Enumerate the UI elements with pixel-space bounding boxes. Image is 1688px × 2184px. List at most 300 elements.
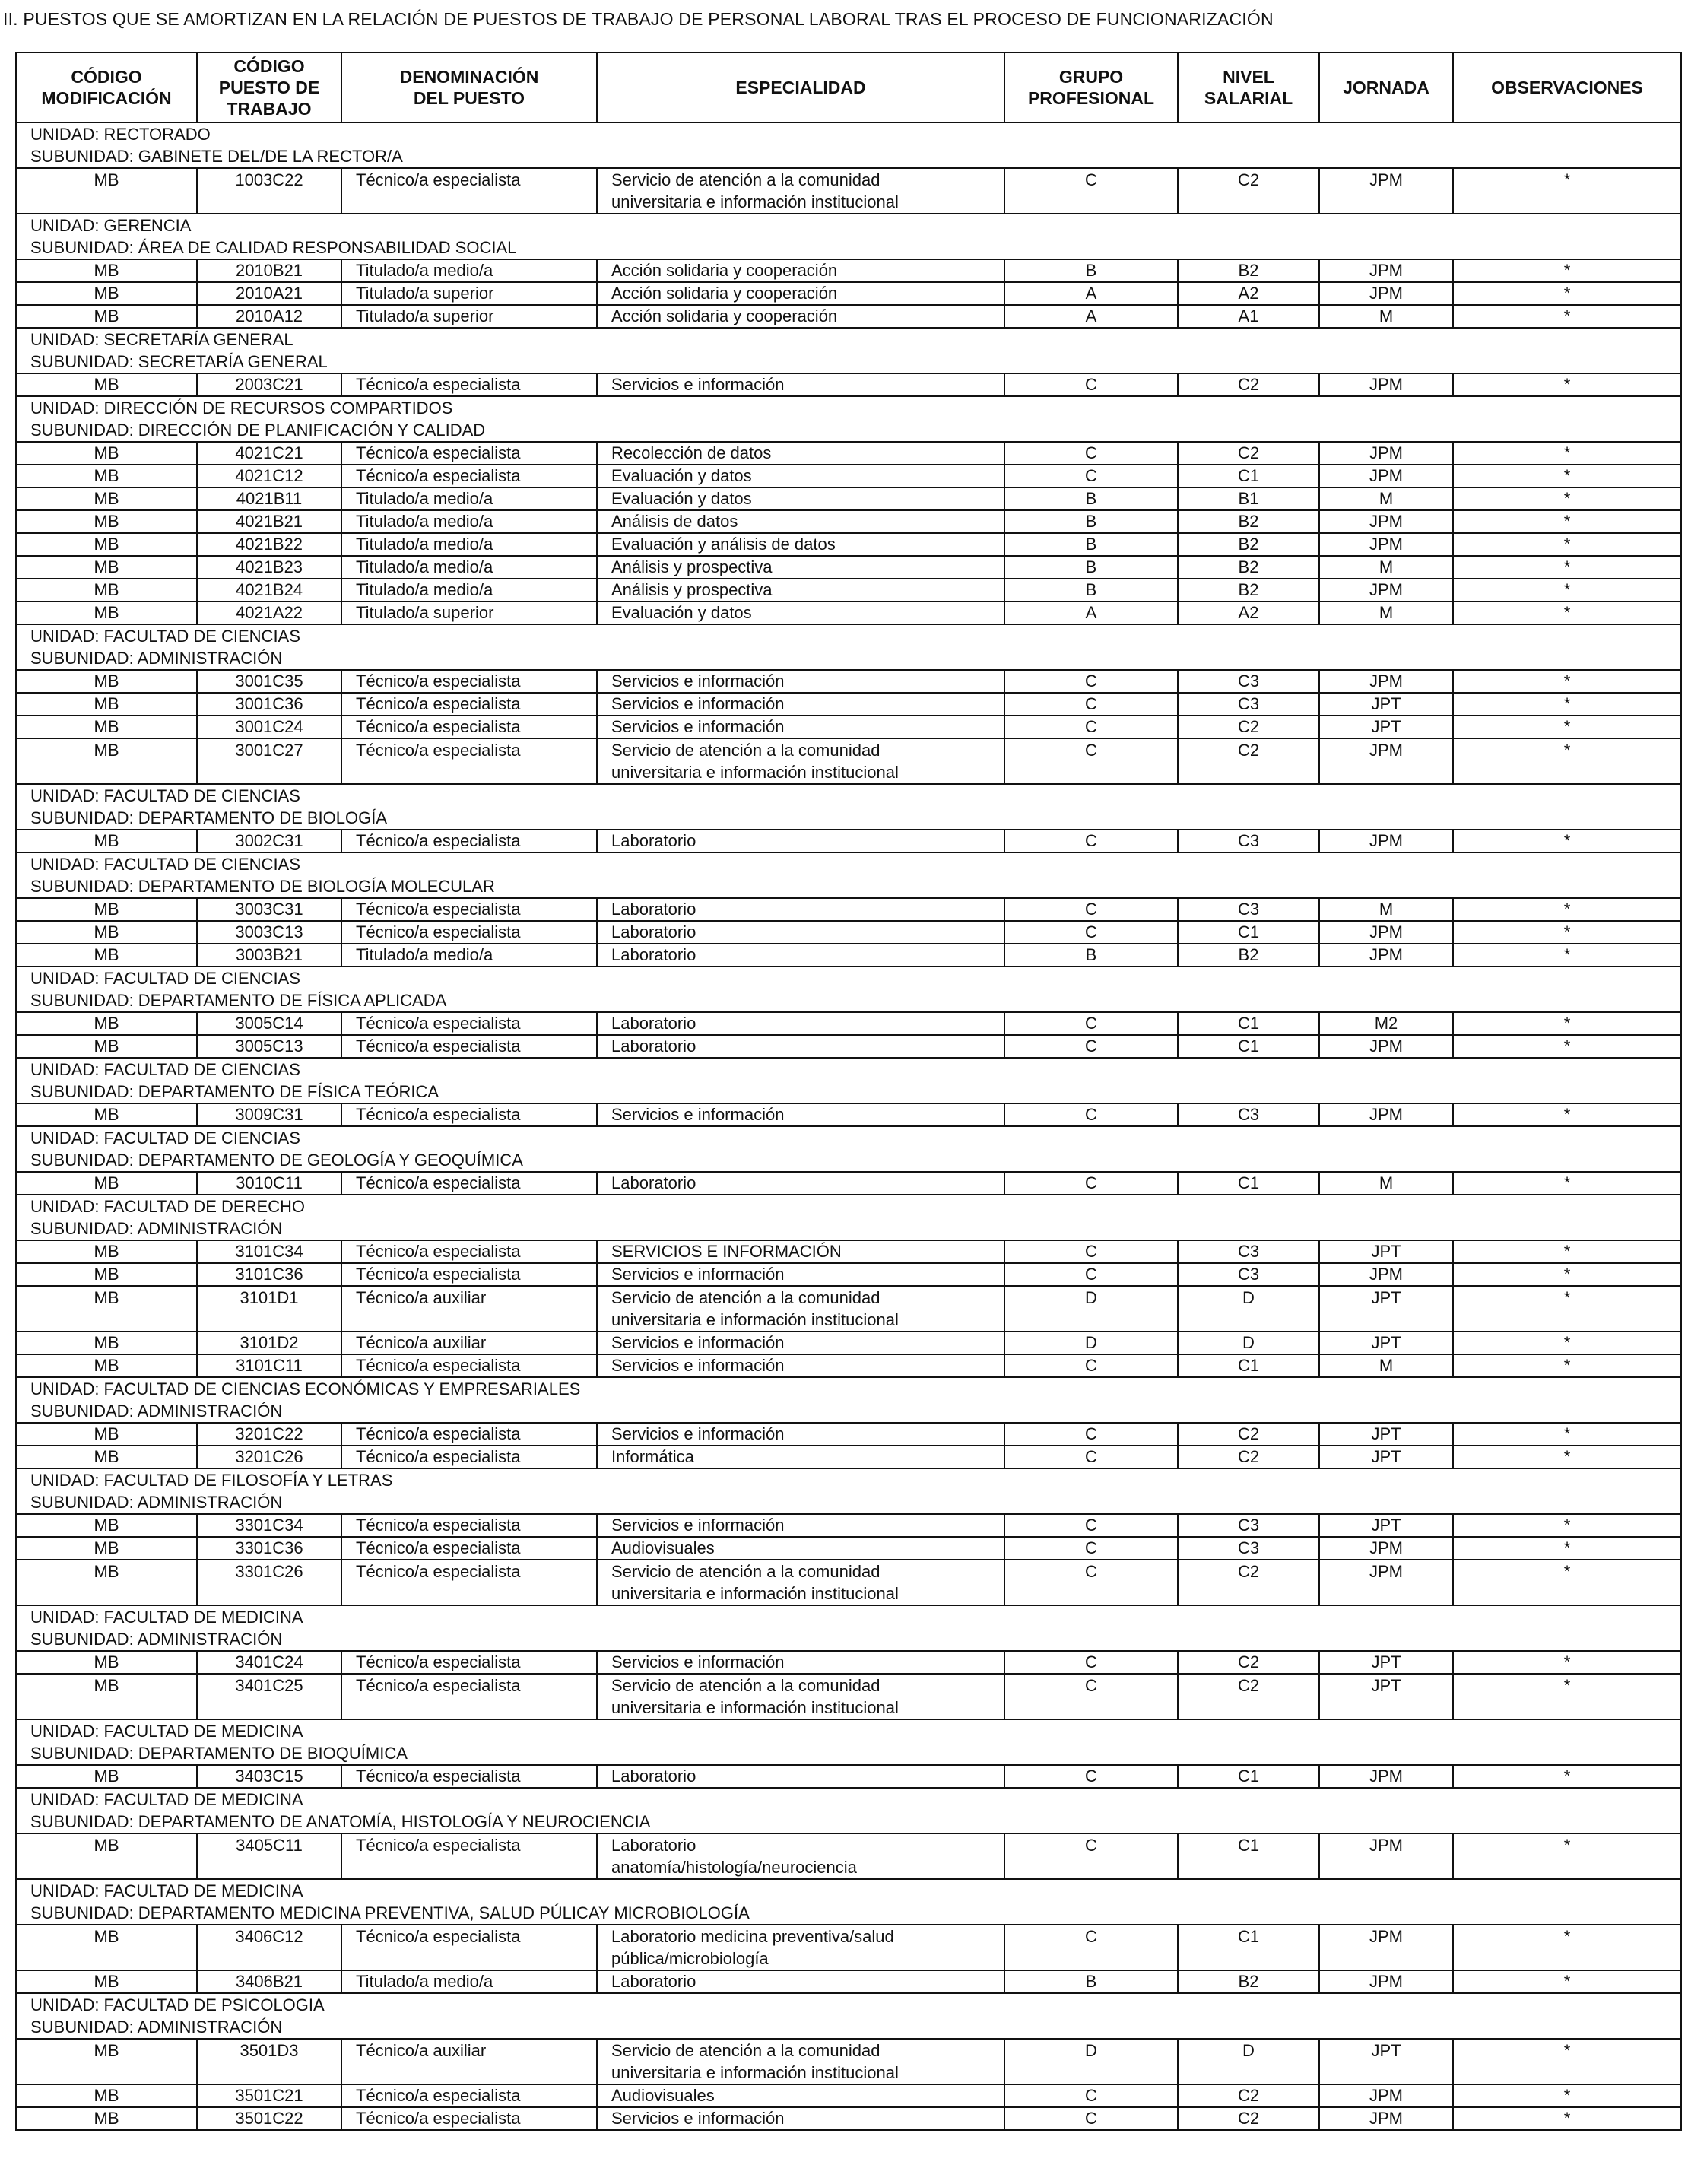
specialty-line: Servicio de atención a la comunidad [611,170,880,189]
table-row [16,1286,1681,1332]
unit-label: UNIDAD: FACULTAD DE FILOSOFÍA Y LETRAS [30,1471,393,1490]
cell-codigo-puesto: 4021A22 [197,602,341,624]
cell-modificacion: MB [16,670,197,693]
cell-observaciones: * [1453,2039,1681,2084]
unit-group-row [16,1126,1681,1172]
subunit-label: SUBUNIDAD: ADMINISTRACIÓN [30,1630,283,1649]
cell-denominacion: Técnico/a especialista [341,921,597,944]
cell-modificacion: MB [16,2084,197,2107]
cell-observaciones: * [1453,1537,1681,1560]
specialty-line: Servicio de atención a la comunidad [611,1562,880,1581]
cell-denominacion: Técnico/a especialista [341,465,597,487]
cell-denominacion: Técnico/a especialista [341,1354,597,1377]
subunit-label: SUBUNIDAD: DEPARTAMENTO DE BIOLOGÍA [30,808,388,827]
specialty-line: Laboratorio [611,1173,696,1192]
cell-codigo-puesto: 1003C22 [197,168,341,214]
cell-observaciones: * [1453,442,1681,465]
table-row [16,1263,1681,1286]
unit-heading [16,214,1681,259]
table-row [16,259,1681,282]
subunit-label: SUBUNIDAD: DEPARTAMENTO DE BIOLOGÍA MOLECULAR [30,877,495,896]
unit-heading [16,967,1681,1012]
cell-especialidad [597,1446,1004,1468]
subunit-label: SUBUNIDAD: DEPARTAMENTO DE ANATOMÍA, HISTOLOGÍA Y NEUROCIENCIA [30,1812,651,1831]
cell-especialidad [597,738,1004,784]
cell-denominacion: Titulado/a medio/a [341,944,597,967]
cell-modificacion: MB [16,579,197,602]
table-row [16,1423,1681,1446]
specialty-line: Análisis de datos [611,512,738,531]
cell-codigo-puesto: 3301C34 [197,1514,341,1537]
header-line: DENOMINACIÓN [399,67,539,87]
header-observaciones [1453,52,1681,122]
specialty-line: Servicios e información [611,1516,785,1535]
table-row [16,2039,1681,2084]
cell-modificacion: MB [16,830,197,852]
specialty-line: Análisis y prospectiva [611,557,773,576]
table-row [16,1354,1681,1377]
cell-grupo: B [1004,533,1178,556]
cell-nivel: C2 [1178,1423,1319,1446]
unit-heading [16,122,1681,168]
cell-jornada: M [1319,602,1453,624]
cell-especialidad [597,1240,1004,1263]
cell-denominacion: Técnico/a auxiliar [341,2039,597,2084]
cell-especialidad [597,1560,1004,1605]
cell-jornada: M [1319,487,1453,510]
header-codigo-modificacion [16,52,197,122]
cell-nivel: C3 [1178,670,1319,693]
cell-codigo-puesto: 3003C13 [197,921,341,944]
cell-modificacion: MB [16,1970,197,1993]
subunit-label: SUBUNIDAD: ÁREA DE CALIDAD RESPONSABILIDAD SOCIAL [30,238,517,257]
cell-observaciones: * [1453,738,1681,784]
cell-observaciones: * [1453,579,1681,602]
cell-jornada: M [1319,898,1453,921]
table-row [16,1925,1681,1970]
cell-nivel: C2 [1178,738,1319,784]
cell-nivel: D [1178,2039,1319,2084]
cell-jornada: JPM [1319,510,1453,533]
cell-observaciones: * [1453,533,1681,556]
unit-group-row [16,1058,1681,1103]
cell-jornada: JPM [1319,1103,1453,1126]
cell-codigo-puesto: 3405C11 [197,1833,341,1879]
specialty-line: Laboratorio [611,922,696,941]
cell-observaciones: * [1453,282,1681,305]
cell-jornada: JPM [1319,1035,1453,1058]
specialty-line: Servicios e información [611,375,785,394]
table-body [16,122,1681,2130]
cell-codigo-puesto: 3001C35 [197,670,341,693]
unit-label: UNIDAD: GERENCIA [30,216,192,235]
cell-especialidad [597,1035,1004,1058]
cell-grupo: C [1004,1446,1178,1468]
cell-observaciones: * [1453,465,1681,487]
table-row [16,1240,1681,1263]
specialty-line: Servicio de atención a la comunidad [611,1288,880,1307]
document-title: II. PUESTOS QUE SE AMORTIZAN EN LA RELACIÓN DE PUESTOS DE TRABAJO DE PERSONAL LABORAL TRAS EL PROCESO DE FUNCIONARIZACIÓN [3,9,1274,29]
table-row [16,944,1681,967]
cell-modificacion: MB [16,921,197,944]
cell-nivel: C2 [1178,2084,1319,2107]
cell-especialidad [597,1172,1004,1195]
subunit-label: SUBUNIDAD: DIRECCIÓN DE PLANIFICACIÓN Y CALIDAD [30,421,486,440]
cell-nivel: B1 [1178,487,1319,510]
cell-grupo: C [1004,921,1178,944]
cell-especialidad [597,693,1004,716]
header-denominacion [341,52,597,122]
cell-nivel: C3 [1178,1263,1319,1286]
cell-nivel: C3 [1178,1537,1319,1560]
cell-especialidad [597,1423,1004,1446]
table-row [16,1537,1681,1560]
unit-heading [16,1126,1681,1172]
cell-grupo: C [1004,373,1178,396]
cell-jornada: JPM [1319,1560,1453,1605]
header-line: TRABAJO [227,99,312,119]
cell-modificacion: MB [16,1537,197,1560]
specialty-line: Servicios e información [611,1333,785,1352]
cell-codigo-puesto: 3401C24 [197,1651,341,1674]
cell-nivel: C3 [1178,1240,1319,1263]
subunit-label: SUBUNIDAD: DEPARTAMENTO DE FÍSICA APLICADA [30,991,447,1010]
unit-label: UNIDAD: FACULTAD DE CIENCIAS [30,786,300,805]
unit-heading [16,1058,1681,1103]
cell-nivel: C2 [1178,716,1319,738]
specialty-line: Análisis y prospectiva [611,580,773,599]
cell-observaciones: * [1453,1674,1681,1719]
specialty-line: SERVICIOS E INFORMACIÓN [611,1242,842,1261]
header-line: CÓDIGO [233,56,305,76]
cell-denominacion: Técnico/a especialista [341,1674,597,1719]
cell-observaciones: * [1453,1332,1681,1354]
cell-grupo: C [1004,1651,1178,1674]
unit-label: UNIDAD: FACULTAD DE CIENCIAS [30,627,300,646]
table-row [16,487,1681,510]
unit-group-row [16,1605,1681,1651]
cell-especialidad [597,510,1004,533]
specialty-line: universitaria e información institucional [611,2063,899,2082]
cell-jornada: M [1319,1172,1453,1195]
cell-jornada: JPT [1319,1674,1453,1719]
cell-modificacion: MB [16,1560,197,1605]
cell-nivel: A2 [1178,282,1319,305]
cell-codigo-puesto: 3501D3 [197,2039,341,2084]
specialty-line: Audiovisuales [611,2086,715,2105]
cell-denominacion: Titulado/a superior [341,282,597,305]
cell-grupo: C [1004,1514,1178,1537]
cell-jornada: JPT [1319,693,1453,716]
specialty-line: Laboratorio [611,945,696,964]
cell-codigo-puesto: 3403C15 [197,1765,341,1788]
table-row [16,602,1681,624]
cell-jornada: JPT [1319,2039,1453,2084]
specialty-line: anatomía/histología/neurociencia [611,1858,857,1877]
cell-jornada: M2 [1319,1012,1453,1035]
cell-denominacion: Técnico/a especialista [341,716,597,738]
subunit-label: SUBUNIDAD: SECRETARÍA GENERAL [30,352,328,371]
table-row [16,579,1681,602]
cell-jornada: JPT [1319,1286,1453,1332]
cell-nivel: C3 [1178,830,1319,852]
table-row [16,898,1681,921]
cell-denominacion: Técnico/a especialista [341,670,597,693]
cell-jornada: JPM [1319,1925,1453,1970]
unit-group-row [16,1879,1681,1925]
cell-grupo: D [1004,2039,1178,2084]
specialty-line: Servicios e información [611,2109,785,2128]
cell-observaciones: * [1453,556,1681,579]
cell-nivel: B2 [1178,579,1319,602]
table-row [16,442,1681,465]
cell-especialidad [597,373,1004,396]
table-row [16,1514,1681,1537]
cell-codigo-puesto: 3003B21 [197,944,341,967]
cell-jornada: JPM [1319,830,1453,852]
table-row [16,305,1681,328]
specialty-line: Acción solidaria y cooperación [611,261,838,280]
cell-nivel: C1 [1178,1035,1319,1058]
specialty-line: Servicios e información [611,671,785,690]
cell-observaciones: * [1453,2084,1681,2107]
unit-heading [16,1468,1681,1514]
cell-modificacion: MB [16,716,197,738]
cell-nivel: D [1178,1286,1319,1332]
cell-jornada: JPM [1319,921,1453,944]
cell-codigo-puesto: 2003C21 [197,373,341,396]
unit-label: UNIDAD: RECTORADO [30,125,211,144]
cell-nivel: C3 [1178,693,1319,716]
cell-codigo-puesto: 4021C12 [197,465,341,487]
cell-modificacion: MB [16,487,197,510]
header-line: PROFESIONAL [1027,88,1155,108]
cell-denominacion: Técnico/a especialista [341,1560,597,1605]
cell-especialidad [597,1286,1004,1332]
cell-codigo-puesto: 3201C26 [197,1446,341,1468]
cell-jornada: JPM [1319,259,1453,282]
cell-codigo-puesto: 3010C11 [197,1172,341,1195]
cell-nivel: B2 [1178,259,1319,282]
positions-table [15,52,1682,2131]
cell-nivel: A2 [1178,602,1319,624]
cell-jornada: JPM [1319,2107,1453,2130]
unit-heading [16,1605,1681,1651]
cell-modificacion: MB [16,1674,197,1719]
cell-observaciones: * [1453,944,1681,967]
cell-grupo: D [1004,1332,1178,1354]
cell-codigo-puesto: 3101D1 [197,1286,341,1332]
cell-jornada: JPM [1319,373,1453,396]
cell-nivel: C2 [1178,1674,1319,1719]
subunit-label: SUBUNIDAD: DEPARTAMENTO DE GEOLOGÍA Y GEOQUÍMICA [30,1151,523,1170]
cell-denominacion: Técnico/a especialista [341,1537,597,1560]
cell-observaciones: * [1453,1354,1681,1377]
header-line: CÓDIGO [71,67,142,87]
cell-grupo: C [1004,1423,1178,1446]
table-row [16,1651,1681,1674]
cell-grupo: B [1004,944,1178,967]
cell-nivel: C1 [1178,1833,1319,1879]
cell-grupo: C [1004,1674,1178,1719]
cell-codigo-puesto: 3406B21 [197,1970,341,1993]
cell-modificacion: MB [16,1103,197,1126]
cell-nivel: B2 [1178,1970,1319,1993]
cell-codigo-puesto: 3501C21 [197,2084,341,2107]
cell-observaciones: * [1453,670,1681,693]
header-line: SALARIAL [1204,88,1293,108]
cell-denominacion: Técnico/a especialista [341,1925,597,1970]
cell-observaciones: * [1453,2107,1681,2130]
cell-observaciones: * [1453,1560,1681,1605]
cell-observaciones: * [1453,1423,1681,1446]
cell-observaciones: * [1453,921,1681,944]
unit-label: UNIDAD: FACULTAD DE MEDICINA [30,1722,303,1741]
subunit-label: SUBUNIDAD: ADMINISTRACIÓN [30,2017,283,2036]
unit-label: UNIDAD: FACULTAD DE CIENCIAS [30,1060,300,1079]
cell-codigo-puesto: 2010A21 [197,282,341,305]
cell-especialidad [597,1103,1004,1126]
cell-especialidad [597,168,1004,214]
cell-observaciones: * [1453,305,1681,328]
cell-observaciones: * [1453,510,1681,533]
cell-codigo-puesto: 3501C22 [197,2107,341,2130]
cell-jornada: JPT [1319,1651,1453,1674]
subunit-label: SUBUNIDAD: GABINETE DEL/DE LA RECTOR/A [30,147,403,166]
specialty-line: Servicios e información [611,694,785,713]
specialty-line: Laboratorio medicina preventiva/salud [611,1927,894,1946]
cell-denominacion: Titulado/a superior [341,305,597,328]
unit-heading [16,328,1681,373]
cell-especialidad [597,830,1004,852]
cell-codigo-puesto: 3101C11 [197,1354,341,1377]
table-row [16,738,1681,784]
cell-especialidad [597,579,1004,602]
cell-modificacion: MB [16,602,197,624]
cell-grupo: B [1004,556,1178,579]
cell-especialidad [597,2084,1004,2107]
cell-denominacion: Técnico/a especialista [341,1035,597,1058]
cell-nivel: C2 [1178,373,1319,396]
cell-especialidad [597,305,1004,328]
unit-group-row [16,328,1681,373]
table-row [16,2084,1681,2107]
cell-modificacion: MB [16,305,197,328]
unit-label: UNIDAD: SECRETARÍA GENERAL [30,330,293,349]
cell-grupo: B [1004,510,1178,533]
cell-observaciones: * [1453,898,1681,921]
table-header-row [16,52,1681,122]
cell-jornada: JPT [1319,1514,1453,1537]
cell-jornada: JPM [1319,465,1453,487]
subunit-label: SUBUNIDAD: ADMINISTRACIÓN [30,1219,283,1238]
unit-heading [16,1377,1681,1423]
cell-jornada: M [1319,556,1453,579]
cell-modificacion: MB [16,898,197,921]
cell-observaciones: * [1453,1240,1681,1263]
header-line: GRUPO [1058,67,1124,87]
cell-especialidad [597,1651,1004,1674]
cell-observaciones: * [1453,693,1681,716]
cell-modificacion: MB [16,1354,197,1377]
cell-especialidad [597,442,1004,465]
cell-jornada: JPM [1319,1833,1453,1879]
cell-codigo-puesto: 4021B24 [197,579,341,602]
cell-modificacion: MB [16,259,197,282]
cell-modificacion: MB [16,1240,197,1263]
unit-heading [16,1993,1681,2039]
cell-codigo-puesto: 4021B21 [197,510,341,533]
cell-especialidad [597,1332,1004,1354]
cell-grupo: C [1004,1263,1178,1286]
cell-observaciones: * [1453,1925,1681,1970]
header-codigo-puesto [197,52,341,122]
cell-codigo-puesto: 3005C13 [197,1035,341,1058]
specialty-line: Laboratorio [611,1972,696,1991]
cell-especialidad [597,716,1004,738]
cell-grupo: B [1004,1970,1178,1993]
cell-observaciones: * [1453,1172,1681,1195]
specialty-line: Evaluación y datos [611,489,752,508]
cell-modificacion: MB [16,1012,197,1035]
cell-grupo: C [1004,716,1178,738]
cell-denominacion: Titulado/a superior [341,602,597,624]
subunit-label: SUBUNIDAD: ADMINISTRACIÓN [30,1493,283,1512]
cell-codigo-puesto: 3101C36 [197,1263,341,1286]
cell-nivel: C2 [1178,442,1319,465]
unit-group-row [16,214,1681,259]
table-row [16,921,1681,944]
specialty-line: Servicios e información [611,1356,785,1375]
cell-grupo: A [1004,602,1178,624]
cell-grupo: C [1004,1560,1178,1605]
cell-observaciones: * [1453,259,1681,282]
cell-codigo-puesto: 3001C24 [197,716,341,738]
cell-grupo: C [1004,1833,1178,1879]
cell-modificacion: MB [16,944,197,967]
cell-modificacion: MB [16,533,197,556]
cell-denominacion: Técnico/a especialista [341,1765,597,1788]
cell-grupo: C [1004,168,1178,214]
cell-jornada: JPM [1319,168,1453,214]
specialty-line: Audiovisuales [611,1538,715,1557]
unit-group-row [16,1468,1681,1514]
cell-especialidad [597,1537,1004,1560]
cell-grupo: B [1004,259,1178,282]
cell-jornada: JPT [1319,1446,1453,1468]
cell-denominacion: Técnico/a especialista [341,2107,597,2130]
cell-observaciones: * [1453,1970,1681,1993]
cell-denominacion: Técnico/a especialista [341,1103,597,1126]
cell-nivel: C1 [1178,1172,1319,1195]
specialty-line: universitaria e información institucional [611,1310,899,1329]
cell-codigo-puesto: 3406C12 [197,1925,341,1970]
cell-nivel: C1 [1178,1925,1319,1970]
unit-label: UNIDAD: FACULTAD DE PSICOLOGIA [30,1995,325,2014]
cell-especialidad [597,670,1004,693]
cell-especialidad [597,259,1004,282]
cell-especialidad [597,1970,1004,1993]
cell-modificacion: MB [16,1172,197,1195]
cell-grupo: C [1004,670,1178,693]
cell-jornada: JPM [1319,1537,1453,1560]
table-row [16,533,1681,556]
specialty-line: Laboratorio [611,900,696,919]
specialty-line: universitaria e información institucional [611,1584,899,1603]
cell-nivel: C2 [1178,1446,1319,1468]
cell-especialidad [597,282,1004,305]
specialty-line: Acción solidaria y cooperación [611,306,838,325]
